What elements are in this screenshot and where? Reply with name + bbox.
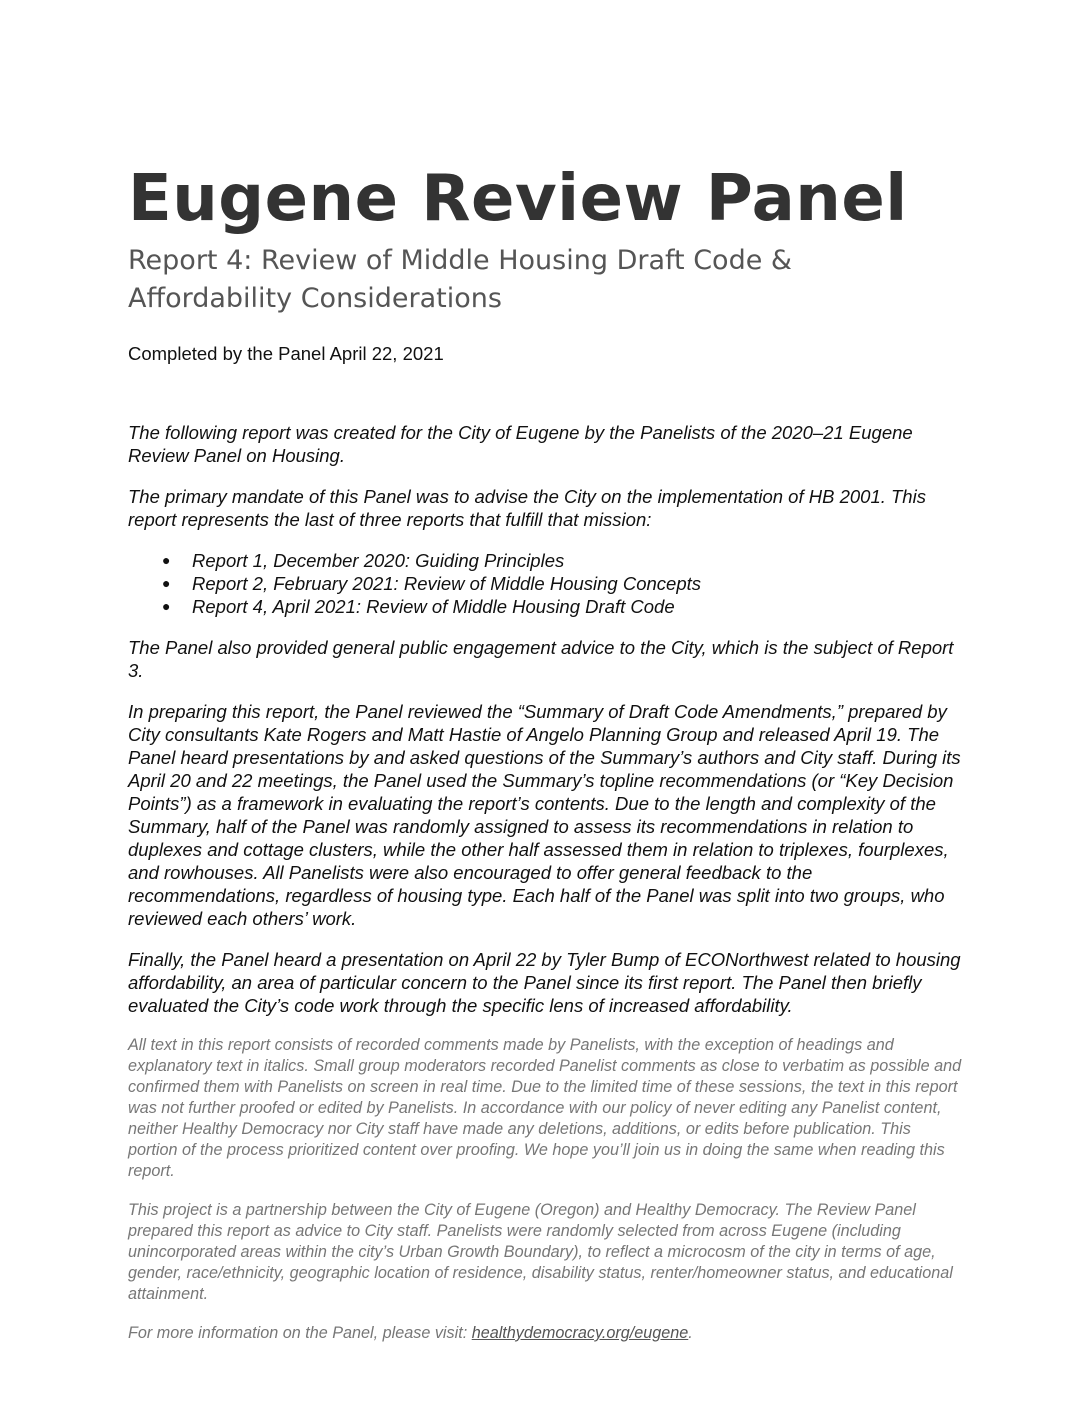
note-paragraph-1: All text in this report consists of recorded comments made by Panelists, with the exception of headings and explanatory text in italics. Small group moderators recorded Panelist comments as close to verbatim as possible and confirmed them with Panelists on screen in real time. Due to the limited time of these sessions, the text in this report was not further proofed or edited by Panelists. In accordance with our policy of never editing any Panelist content, neither Healthy Democracy nor City staff have made any deletions, additions, or edits before publication. This portion of the process prioritized content over proofing. We hope you’ll join us in doing the same when reading this report. xyxy=(128,1036,962,1180)
intro-paragraph-1: The following report was created for the City of Eugene by the Panelists of the 2020–21 Eugene Review Panel on Housing. xyxy=(128,422,913,466)
intro-paragraph-4: In preparing this report, the Panel reviewed the “Summary of Draft Code Amendments,” prepared by City consultants Kate Rogers and Matt Hastie of Angelo Planning Group and released April 19. The Panel heard presentations by and asked questions of the Summary’s authors and City staff. During its April 20 and 22 meetings, the Panel used the Summary’s topline recommendations (or “Key Decision Points”) as a framework in evaluating the report’s contents. Due to the length and complexity of the Summary, half of the Panel was randomly assigned to assess its recommendations in relation to duplexes and cottage clusters, while the other half assessed them in relation to triplexes, fourplexes, and rowhouses. All Panelists were also encouraged to offer general feedback to the recommendations, regardless of housing type. Each half of the Panel was split into two groups, who reviewed each others’ work. xyxy=(128,701,961,929)
bullet-icon: ● xyxy=(162,598,171,614)
healthy-democracy-link[interactable]: healthydemocracy.org/eugene xyxy=(471,1324,689,1342)
intro-paragraph-2: The primary mandate of this Panel was to advise the City on the implementation of HB 2001. This report represents the last of three reports that fulfill that mission: xyxy=(128,486,926,530)
bullet-icon: ● xyxy=(162,552,171,568)
list-item-text: Report 2, February 2021: Review of Middle Housing Concepts xyxy=(192,573,702,594)
note-paragraph-3 xyxy=(128,1323,964,1344)
completion-date: Completed by the Panel April 22, 2021 xyxy=(128,343,444,364)
list-item-text: Report 1, December 2020: Guiding Principles xyxy=(192,550,565,571)
intro-paragraph-3: The Panel also provided general public engagement advice to the City, which is the subject of Report 3. xyxy=(128,637,954,681)
intro-paragraph-5: Finally, the Panel heard a presentation on April 22 by Tyler Bump of ECONorthwest related to housing affordability, an area of particular concern to the Panel since its first report. The Panel then briefly evaluated the City’s code work through the specific lens of increased affordability. xyxy=(128,949,961,1016)
document-title: Eugene Review Panel xyxy=(128,162,908,236)
note-more-info-text: For more information on the Panel, please visit: xyxy=(128,1324,472,1342)
list-item xyxy=(128,549,964,572)
document-subtitle: Report 4: Review of Middle Housing Draft Code & Affordability Considerations xyxy=(128,245,792,314)
list-item xyxy=(128,572,964,595)
report-introduction xyxy=(128,421,964,1017)
note-paragraph-2: This project is a partnership between the City of Eugene (Oregon) and Healthy Democracy. The Review Panel prepared this report as advice to City staff. Panelists were randomly selected from across Eugene (including unincorporated areas within the city’s Urban Growth Boundary), to reflect a microcosm of the city in terms of age, gender, race/ethnicity, geographic location of residence, disability status, renter/homeowner status, and educational attainment. xyxy=(128,1201,953,1303)
bullet-icon: ● xyxy=(162,575,171,591)
report-cover-page xyxy=(128,150,964,1362)
note-period: . xyxy=(688,1324,693,1342)
report-notes xyxy=(128,1035,964,1344)
list-item xyxy=(128,595,964,618)
reports-list xyxy=(128,549,964,618)
list-item-text: Report 4, April 2021: Review of Middle Housing Draft Code xyxy=(192,596,675,617)
